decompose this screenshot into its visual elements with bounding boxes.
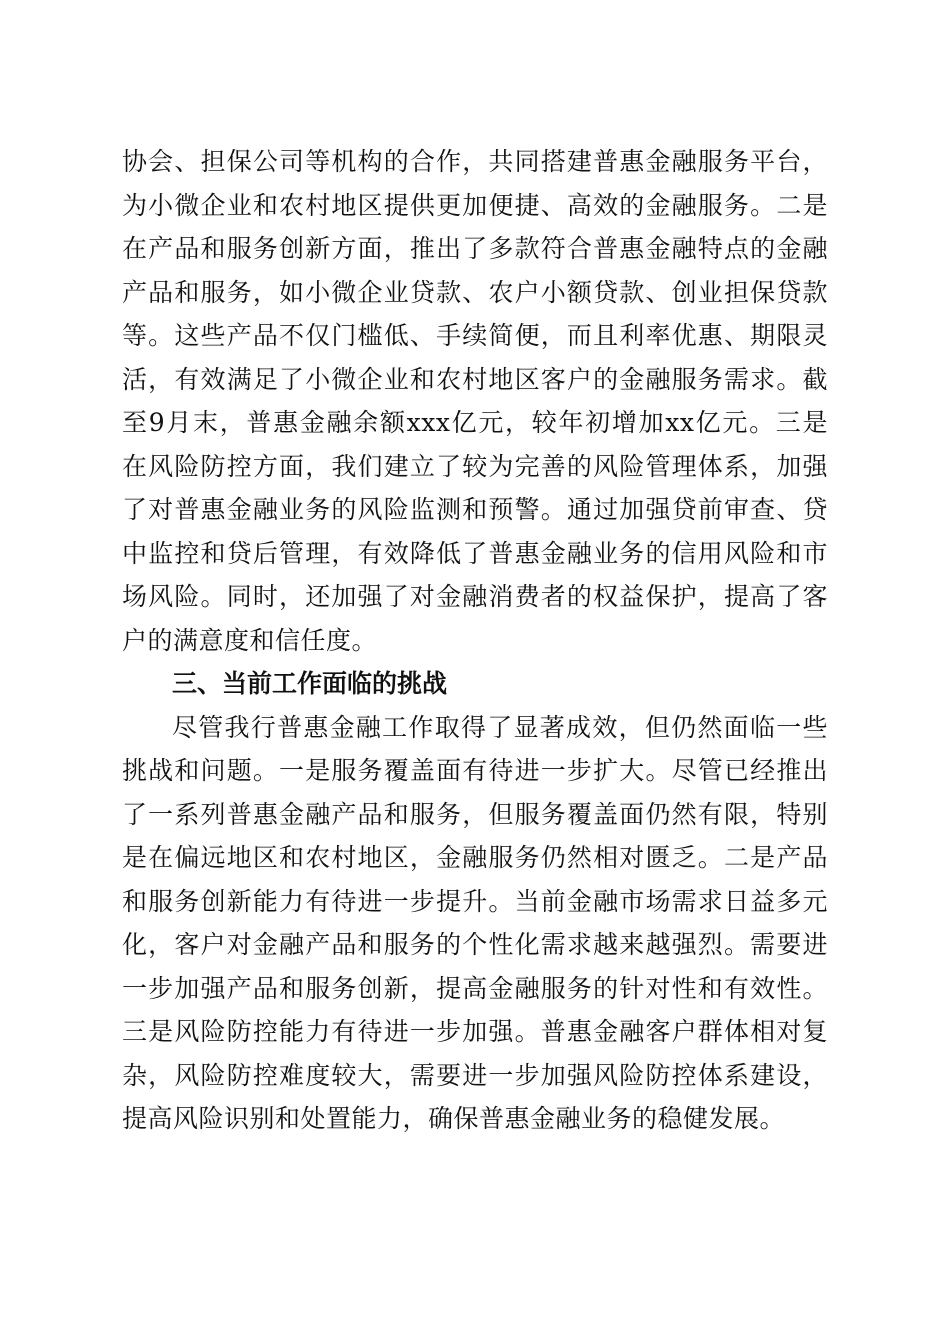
document-page <box>122 140 828 1141</box>
text-line: 化，客户对金融产品和服务的个性化需求越来越强烈。需要进 <box>122 930 828 959</box>
text-line: 挑战和问题。一是服务覆盖面有待进一步扩大。尽管已经推出 <box>122 756 828 785</box>
section-heading: 三、当前工作面临的挑战 <box>172 669 448 698</box>
paragraph-challenges <box>122 706 828 1141</box>
text-line: 至9月末，普惠金融余额xxx亿元，较年初增加xx亿元。三是 <box>122 408 828 437</box>
text-line: 提高风险识别和处置能力，确保普惠金融业务的稳健发展。 <box>122 1104 786 1133</box>
text-line: 户的满意度和信任度。 <box>122 625 378 655</box>
text-line: 中监控和贷后管理，有效降低了普惠金融业务的信用风险和市 <box>122 538 828 568</box>
text-line: 和服务创新能力有待进一步提升。当前金融市场需求日益多元 <box>122 886 828 916</box>
text-line: 场风险。同时，还加强了对金融消费者的权益保护，提高了客 <box>122 582 828 611</box>
text-line: 三是风险防控能力有待进一步加强。普惠金融客户群体相对复 <box>122 1017 828 1046</box>
text-line: 一步加强产品和服务创新，提高金融服务的针对性和有效性。 <box>122 973 828 1003</box>
text-line: 了对普惠金融业务的风险监测和预警。通过加强贷前审查、贷 <box>122 495 828 524</box>
text-line: 为小微企业和农村地区提供更加便捷、高效的金融服务。二是 <box>122 190 828 220</box>
text-line: 杂，风险防控难度较大，需要进一步加强风险防控体系建设， <box>122 1060 828 1090</box>
text-line: 在风险防控方面，我们建立了较为完善的风险管理体系，加强 <box>122 451 828 481</box>
text-line: 产品和服务，如小微企业贷款、农户小额贷款、创业担保贷款 <box>122 277 828 307</box>
text-line: 活，有效满足了小微企业和农村地区客户的金融服务需求。截 <box>122 364 828 394</box>
paragraph-achievements <box>122 140 828 662</box>
text-line: 等。这些产品不仅门槛低、手续简便，而且利率优惠、期限灵 <box>122 321 828 350</box>
text-line: 了一系列普惠金融产品和服务，但服务覆盖面仍然有限，特别 <box>122 799 828 829</box>
text-line: 协会、担保公司等机构的合作，共同搭建普惠金融服务平台， <box>122 147 828 176</box>
text-line: 尽管我行普惠金融工作取得了显著成效，但仍然面临一些 <box>172 712 828 742</box>
text-line: 在产品和服务创新方面，推出了多款符合普惠金融特点的金融 <box>122 234 828 263</box>
text-line: 是在偏远地区和农村地区，金融服务仍然相对匮乏。二是产品 <box>122 843 828 872</box>
